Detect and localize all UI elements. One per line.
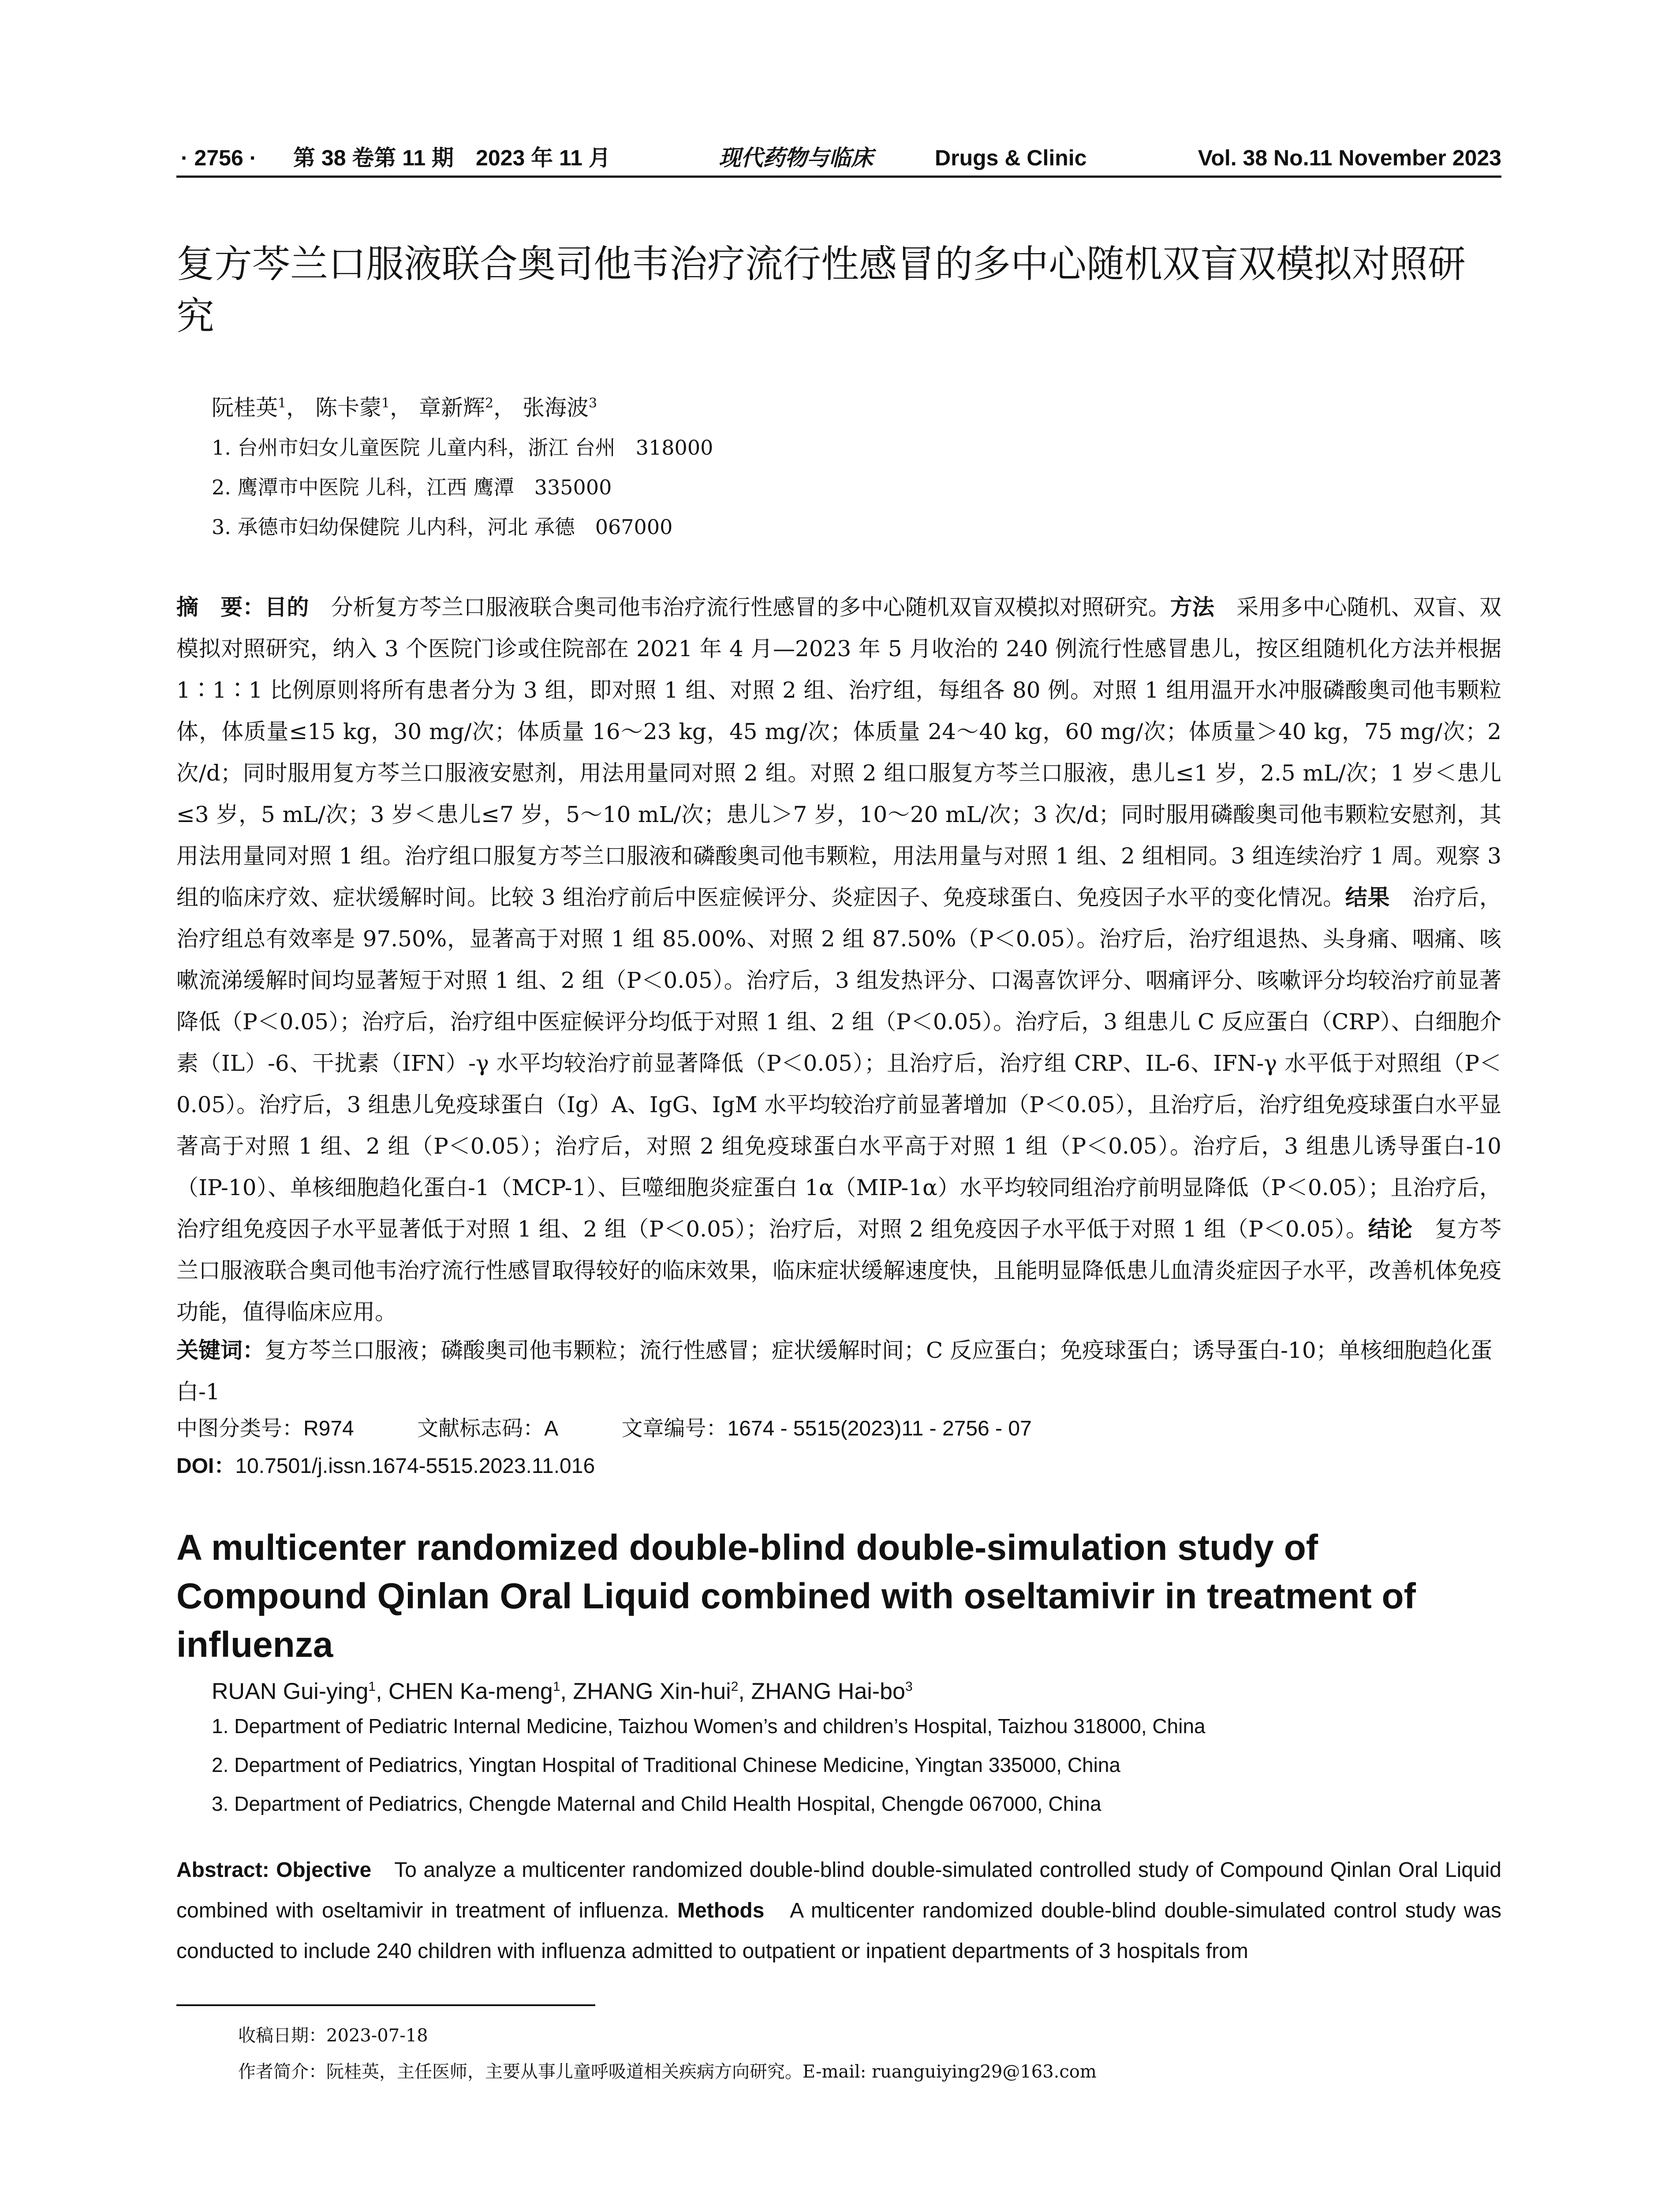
journal-name-cn: 现代药物与临床 xyxy=(719,145,873,171)
affiliation-list-en xyxy=(212,1707,1206,1823)
methods-text: A multicenter randomized double-blind double-simulated control study was conducted to include 240 children with influenza admitted to outpatient or inpatient departments of 3 hospitals from xyxy=(176,1899,1501,1963)
author-list-cn: 阮桂英$^1$， 陈卡蒙$^1$， 章新辉$^2$， 张海波$^3$ xyxy=(212,395,597,421)
affiliation: 3. 承德市妇幼保健院 儿内科，河北 承德 067000 xyxy=(212,515,673,539)
footnotes xyxy=(238,2018,1097,2090)
conclusion-label: 结论 xyxy=(1368,1216,1413,1242)
conclusion-text: 复方芩兰口服液联合奥司他韦治疗流行性感冒取得较好的临床效果，临床症状缓解速度快，且能明显降低患儿血清炎症因子水平，改善机体免疫功能，值得临床应用。 xyxy=(176,1216,1502,1325)
author-name: 陈卡蒙 xyxy=(315,395,381,421)
objective-text: To analyze a multicenter randomized double-blind double-simulated controlled study of Compound Qinlan Oral Liquid combined with oseltamivir in treatment of influenza. xyxy=(176,1858,1501,1922)
author-name: 阮桂英 xyxy=(212,395,278,421)
received-date: 收稿日期：2023-07-18 xyxy=(238,2026,428,2046)
author-name: ZHANG Hai-bo xyxy=(751,1678,905,1704)
author-affiliation-mark: 1 xyxy=(368,1679,376,1694)
document-code: 文献标志码：A xyxy=(417,1417,559,1440)
doi-line xyxy=(176,1449,595,1484)
classification-line xyxy=(176,1411,1089,1446)
author-affiliation-mark: 1 xyxy=(278,396,287,411)
abstract-cn xyxy=(176,587,1501,1333)
doi-value[interactable]: 10.7501/j.issn.1674-5515.2023.11.016 xyxy=(235,1454,595,1478)
author-bio: 作者简介：阮桂英，主任医师，主要从事儿童呼吸道相关疾病方向研究。E-mail: ruanguiying29@163.com xyxy=(238,2062,1097,2082)
volume-issue-cn: 第 38 卷第 11 期 2023 年 11 月 xyxy=(293,146,611,170)
affiliation: 1. Department of Pediatric Internal Medicine, Taizhou Women’s and children’s Hospital, Taizhou 318000, China xyxy=(212,1715,1206,1738)
affiliation: 2. 鹰潭市中医院 儿科，江西 鹰潭 335000 xyxy=(212,475,612,499)
article-title-cn: 复方芩兰口服液联合奥司他韦治疗流行性感冒的多中心随机双盲双模拟对照研究 xyxy=(176,242,1466,338)
author-name: RUAN Gui-ying xyxy=(212,1678,369,1704)
author-name: CHEN Ka-meng xyxy=(388,1678,553,1704)
author-affiliation-mark: 3 xyxy=(589,396,597,411)
methods-label: 方法 xyxy=(1170,594,1214,620)
author-name: 张海波 xyxy=(523,395,589,421)
running-header xyxy=(176,140,1501,178)
methods-label: Methods xyxy=(677,1899,765,1922)
affiliation: 2. Department of Pediatrics, Yingtan Hospital of Traditional Chinese Medicine, Yingtan 335000, China xyxy=(212,1753,1121,1776)
keywords-label: 关键词： xyxy=(176,1338,265,1363)
journal-name-en: Drugs & Clinic xyxy=(935,146,1087,170)
author-affiliation-mark: 3 xyxy=(905,1679,913,1694)
abstract-en xyxy=(176,1850,1501,1972)
article-title-en: A multicenter randomized double-blind double-simulation study of Compound Qinlan Oral Liquid combined with oseltamivir in treatment of influenza xyxy=(176,1528,1416,1665)
results-label: 结果 xyxy=(1345,885,1390,910)
footnote-divider xyxy=(176,2004,595,2006)
abstract-label: Abstract: xyxy=(176,1858,269,1882)
clc-number: 中图分类号：R974 xyxy=(176,1417,354,1440)
author-name: ZHANG Xin-hui xyxy=(573,1678,731,1704)
affiliation-list-cn xyxy=(212,428,713,547)
objective-label: 目的 xyxy=(265,594,309,620)
affiliation: 1. 台州市妇女儿童医院 儿童内科，浙江 台州 318000 xyxy=(212,436,713,460)
author-name: 章新辉 xyxy=(419,395,485,421)
objective-label: Objective xyxy=(276,1858,372,1882)
article-number: 文章编号：1674 - 5515(2023)11 - 2756 - 07 xyxy=(621,1417,1032,1440)
author-affiliation-mark: 2 xyxy=(731,1679,739,1694)
volume-issue-en: Vol. 38 No.11 November 2023 xyxy=(1198,146,1501,170)
doi-label: DOI： xyxy=(176,1454,235,1478)
author-list-en: RUAN Gui-ying$^1$, CHEN Ka-meng$^1$, ZHANG Xin-hui$^2$, ZHANG Hai-$bo^3$ xyxy=(212,1678,913,1704)
author-affiliation-mark: 1 xyxy=(553,1679,560,1694)
objective-text: 分析复方芩兰口服液联合奥司他韦治疗流行性感冒的多中心随机双盲双模拟对照研究。 xyxy=(309,594,1170,620)
keywords-text: 复方芩兰口服液；磷酸奥司他韦颗粒；流行性感冒；症状缓解时间；C 反应蛋白；免疫球蛋白；诱导蛋白-10；单核细胞趋化蛋白-1 xyxy=(176,1338,1493,1405)
abstract-label: 摘 要： xyxy=(176,594,265,620)
author-affiliation-mark: 2 xyxy=(485,396,494,411)
results-text: 治疗后，治疗组总有效率是 97.50%，显著高于对照 1 组 85.00%、对照 2 组 87.50%（P＜0.05）。治疗后，治疗组退热、头身痛、咽痛、咳嗽流涕缓解时间均显著短于对照 1 组、2 组（P＜0.05）。治疗后，3 组发热评分、口渴喜饮评分、咽痛评分、咳嗽评分均较治疗前显著降低（P＜0.05）；治疗后，治疗组中医症候评分均低于对照 1 组、2 组（P＜0.05）。治疗后，3 组患儿 C 反应蛋白（CRP）、白细胞介素（IL）-6、干扰素（IFN）-γ 水平均较治疗前显著降低（P＜0.05）；且治疗后，治疗组 CRP、IL-6、IFN-γ 水平低于对照组（P＜0.05）。治疗后，3 组患儿免疫球蛋白（Ig）A、IgG、IgM 水平均较治疗前显著增加（P＜0.05），且治疗后，治疗组免疫球蛋白水平显著高于对照 1 组、2 组（P＜0.05）；治疗后，对照 2 组免疫球蛋白水平高于对照 1 组（P＜0.05）。治疗后，3 组患儿诱导蛋白-10（IP-10）、单核细胞趋化蛋白-1（MCP-1）、巨噬细胞炎症蛋白 1α（MIP-1α）水平均较同组治疗前明显降低（P＜0.05）；且治疗后，治疗组免疫因子水平显著低于对照 1 组、2 组（P＜0.05）；治疗后，对照 2 组免疫因子水平低于对照 1 组（P＜0.05）。 xyxy=(176,885,1501,1242)
methods-text: 采用多中心随机、双盲、双模拟对照研究，纳入 3 个医院门诊或住院部在 2021 年 4 月—2023 年 5 月收治的 240 例流行性感冒患儿，按区组随机化方法并根据 1∶1∶1 比例原则将所有患者分为 3 组，即对照 1 组、对照 2 组、治疗组，每组各 80 例。对照 1 组用温开水冲服磷酸奥司他韦颗粒体，体质量≤15 kg，30 mg/次；体质量 16～23 kg，45 mg/次；体质量 24～40 kg，60 mg/次；体质量＞40 kg，75 mg/次；2 次/d；同时服用复方芩兰口服液安慰剂，用法用量同对照 2 组。对照 2 组口服复方芩兰口服液，患儿≤1 岁，2.5 mL/次；1 岁＜患儿≤3 岁，5 mL/次；3 岁＜患儿≤7 岁，5～10 mL/次；患儿＞7 岁，10～20 mL/次；3 次/d；同时服用磷酸奥司他韦颗粒安慰剂，其用法用量同对照 1 组。治疗组口服复方芩兰口服液和磷酸奥司他韦颗粒，用法用量与对照 1 组、2 组相同。3 组连续治疗 1 周。观察 3 组的临床疗效、症状缓解时间。比较 3 组治疗前后中医症候评分、炎症因子、免疫球蛋白、免疫因子水平的变化情况。 xyxy=(176,594,1502,910)
keywords-cn xyxy=(176,1330,1501,1413)
author-affiliation-mark: 1 xyxy=(381,396,390,411)
page-number: · 2756 · xyxy=(181,146,257,170)
affiliation: 3. Department of Pediatrics, Chengde Maternal and Child Health Hospital, Chengde 067000, China xyxy=(212,1792,1101,1815)
